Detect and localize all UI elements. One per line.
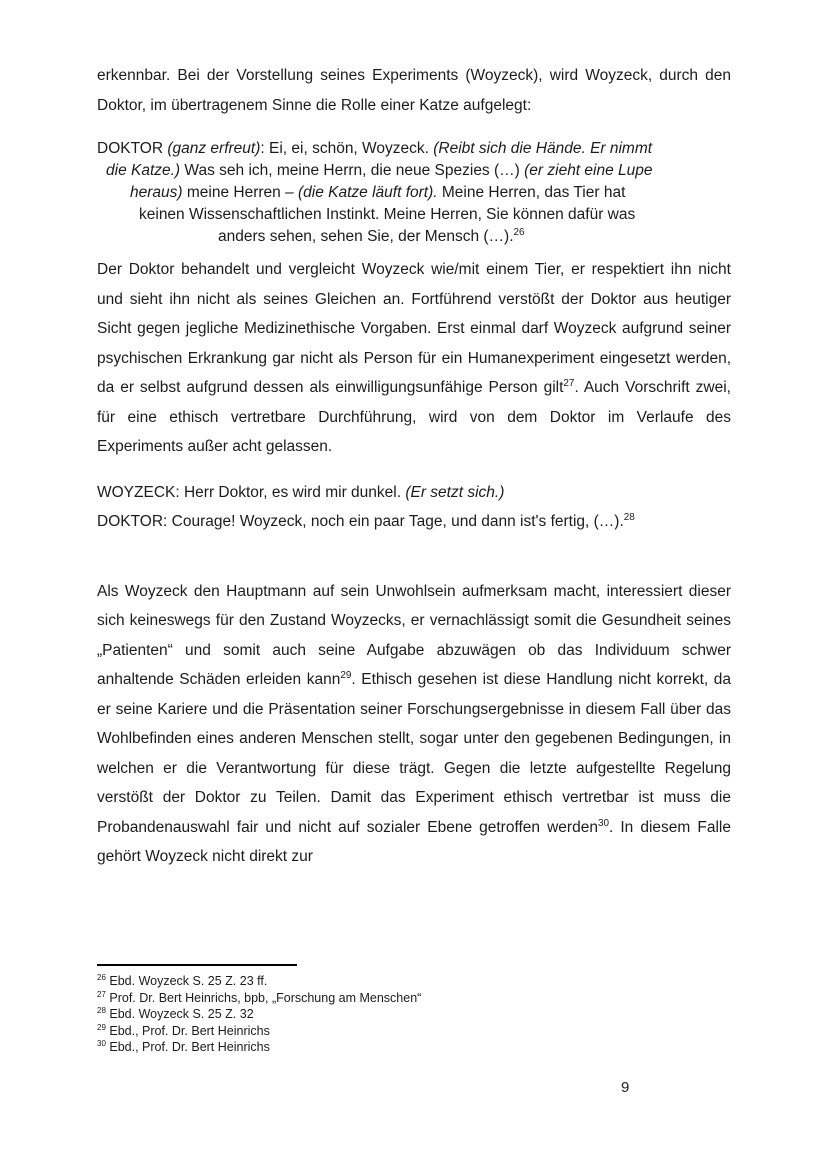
quote-line: DOKTOR: Courage! Woyzeck, noch ein paar Tage, und dann ist's fertig, (…).$^{28}$ [97, 511, 635, 530]
footnote-29: $^{29}$ Ebd., Prof. Dr. Bert Heinrichs [97, 1022, 270, 1038]
footnote-section [97, 964, 731, 1056]
page-body [97, 61, 731, 872]
page-number: 9 [621, 1079, 630, 1096]
quote-line: keinen Wissenschaftlichen Instinkt. Meine Herren, Sie können dafür was [139, 206, 636, 223]
block-quote-doktor-katze [97, 138, 731, 248]
quote-line: heraus) meine Herren – (die Katze läuft fort). Meine Herren, das Tier hat [130, 184, 626, 201]
quote-line: die Katze.) Was seh ich, meine Herrn, die neue Spezies (…) (er zieht eine Lupe [106, 162, 653, 179]
paragraph-hauptmann-ethik: Als Woyzeck den Hauptmann auf sein Unwohlsein aufmerksam macht, interessiert dieser sich keineswegs für den Zustand Woyzecks, er vernachlässigt somit die Gesundheit seines „Patienten“ und somit auch seine Aufgabe abzuwägen ob das Individuum schwer anhaltende Schäden erleiden kann$^{29}$. Ethisch gesehen ist diese Handlung nicht korrekt, da er seine Kariere und die Präsentation seiner Forschungsergebnisse in diesem Fall über das Wohlbefinden eines anderen Menschen stellt, sogar unter den gegebenen Bedingungen, in welchen er die Verantwortung für diese trägt. Gegen die letzte aufgestellte Regelung verstößt der Doktor zu Teilen. Damit das Experiment ethisch vertretbar ist muss die Probandenauswahl fair und nicht auf sozialer Ebene getroffen werden$^{30}$. In diesem Falle gehört Woyzeck nicht direkt zur [97, 582, 732, 865]
footnote-27: $^{27}$ Prof. Dr. Bert Heinrichs, bpb, „Forschung am Menschen“ [97, 989, 422, 1005]
quote-line: WOYZECK: Herr Doktor, es wird mir dunkel. (Er setzt sich.) [97, 483, 505, 501]
footnote-28: $^{28}$ Ebd. Woyzeck S. 25 Z. 32 [97, 1005, 254, 1021]
footnote-30: $^{30}$ Ebd., Prof. Dr. Bert Heinrichs [97, 1038, 270, 1054]
paragraph-ethik-vorgaben: Der Doktor behandelt und vergleicht Woyzeck wie/mit einem Tier, er respektiert ihn nicht und sieht ihn nicht als seines Gleichen an. Fortführend verstößt der Doktor aus heutiger Sicht gegen jegliche Medizinethische Vorgaben. Erst einmal darf Woyzeck aufgrund seiner psychischen Erkrankung gar nicht als Person für ein Humanexperiment eingesetzt werden, da er selbst aufgrund dessen als einwilligungsunfähige Person gilt$^{27}$. Auch Vorschrift zwei, für eine ethisch vertretbare Durchführung, wird von dem Doktor im Verlaufe des Experiments außer acht gelassen. [97, 261, 731, 455]
paragraph-intro: erkennbar. Bei der Vorstellung seines Experiments (Woyzeck), wird Woyzeck, durch den Doktor, im übertragenem Sinne die Rolle einer Katze aufgelegt: [97, 67, 731, 114]
footnote-separator [97, 964, 297, 966]
quote-line: DOKTOR (ganz erfreut): Ei, ei, schön, Woyzeck. (Reibt sich die Hände. Er nimmt [97, 140, 653, 157]
footnote-26: $^{26}$ Ebd. Woyzeck S. 25 Z. 23 ff. [97, 972, 268, 988]
block-quote-woyzeck-doktor [97, 478, 731, 537]
quote-line: anders sehen, sehen Sie, der Mensch (…).$^{26}$ [218, 226, 525, 245]
